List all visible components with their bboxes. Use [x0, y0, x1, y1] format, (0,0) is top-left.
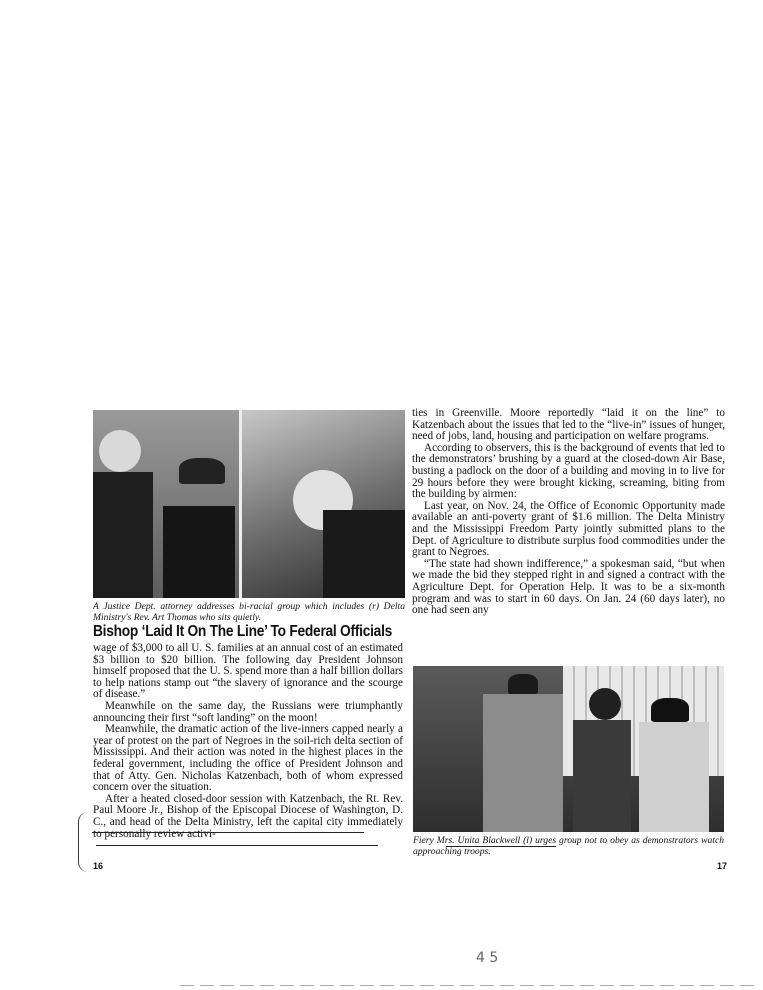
photo-figure-2 — [179, 458, 225, 484]
scan-edge-artifact — [180, 985, 760, 986]
photo-figure-6 — [589, 688, 621, 720]
right-paragraph: According to observers, this is the background of events that led to the demonstrators’ brushing by a guard at the closed-down Air Base, busting a padlock on the door of a building and moving in to live for 29 hours before they were brought kicking, screaming, biting from the building by airmen: — [412, 441, 725, 501]
photo-figure-4 — [323, 510, 405, 598]
photo-figure-1-body — [93, 472, 153, 598]
photo-figure-2-body — [163, 506, 235, 598]
ink-underline — [446, 846, 556, 847]
margin-handwriting: 4 5 — [476, 950, 499, 966]
ink-underline — [92, 832, 364, 833]
photo-figure-7-body — [639, 722, 709, 832]
right-photo — [413, 666, 724, 832]
right-column — [412, 408, 725, 617]
ink-underline — [96, 845, 378, 846]
headline: Bishop ‘Laid It On The Line’ To Federal Officials — [93, 623, 393, 640]
photo-figure-6-body — [573, 720, 631, 832]
page-number-left: 16 — [93, 861, 104, 871]
left-paragraph: Meanwhile, the dramatic action of the live-inners capped nearly a year of protest on the part of Negroes in the soil-rich delta section of Mississippi. And their action was noted in the highest places in the federal government, including the office of President Johnson and that of Atty. Gen. Nicholas Katzenbach, both of whom expressed concern over the situation. — [93, 723, 403, 794]
right-photo-caption: Fiery Mrs. Unita Blackwell (l) urges group not to obey as demonstrators watch approaching troops. — [413, 835, 724, 857]
photo-figure-1 — [99, 430, 141, 472]
left-photo — [93, 410, 405, 598]
left-paragraph: After a heated closed-door session with Katzenbach, the Rt. Rev. Paul Moore Jr., Bishop of the Episcopal Diocese of Washington, D. C., and head of the Delta Ministry, left the capital city immediately to personally review activi- — [93, 792, 403, 840]
right-paragraph: ties in Greenville. Moore reportedly “laid it on the line” to Katzenbach about the issues that led to the “live-in” issues of hunger, need of jobs, land, housing and participation on welfare programs. — [412, 407, 725, 443]
page-number-right: 17 — [717, 861, 728, 871]
photo-figure-7 — [651, 698, 689, 722]
left-column — [93, 643, 403, 840]
ink-margin-bracket — [78, 812, 89, 872]
left-photo-caption: A Justice Dept. attorney addresses bi-racial group which includes (r) Delta Ministry's Rev. Art Thomas who sits quietly. — [93, 601, 405, 623]
photo-figure-5 — [508, 674, 538, 694]
right-paragraph: Last year, on Nov. 24, the Office of Economic Opportunity made available an anti-poverty grant of $1.6 million. The Delta Ministry and the Mississippi Freedom Party jointly submitted plans to the Dept. of Agriculture to distribute surplus food commodities under the grant to Negroes. — [412, 499, 725, 559]
left-paragraph: Meanwhile on the same day, the Russians were triumphantly announcing their first “soft landing” on the moon! — [93, 699, 403, 724]
right-paragraph: “The state had shown indifference,” a spokesman said, “but when we made the bid they stepped right in and signed a contract with the Agriculture Dept. for Operation Help. It was to be a six-month program and was to start in 60 days. On Jan. 24 (60 days later), no one had seen any — [412, 557, 725, 617]
left-paragraph: wage of $3,000 to all U. S. families at an annual cost of an estimated $3 billion to $20 billion. The following day President Johnson himself proposed that the U. S. spend more than a half billion dollars to help nations stamp out “the slavery of ignorance and the scourge of disease.” — [93, 642, 403, 701]
photo-figure-5-body — [483, 694, 563, 832]
